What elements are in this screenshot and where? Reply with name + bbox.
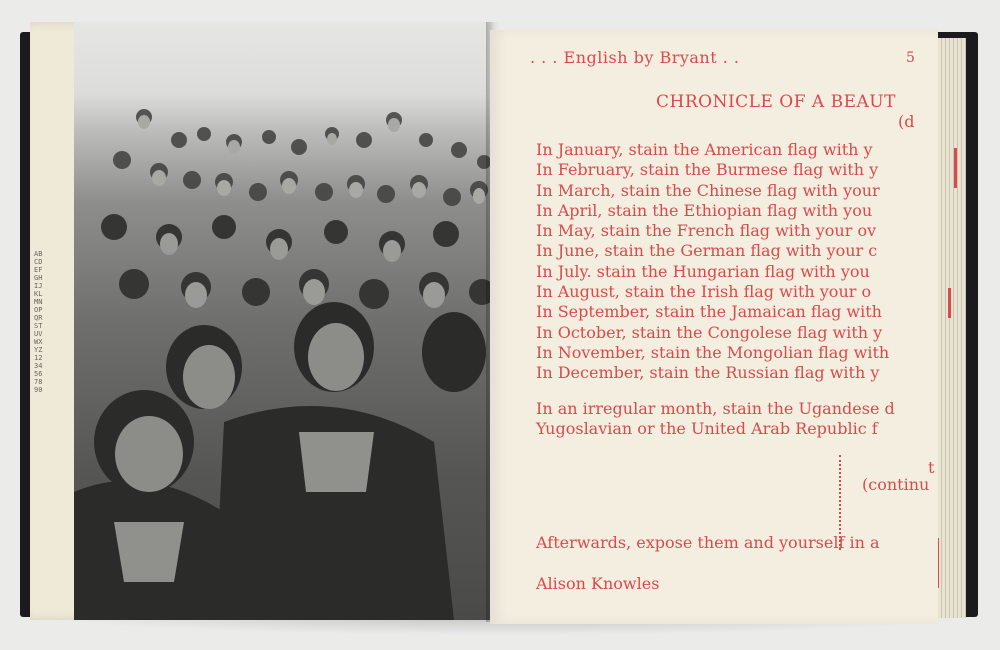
month-line: In December, stain the Russian flag with y [536,363,880,383]
irregular-line: Yugoslavian or the United Arab Republic f [536,419,878,439]
left-page [30,22,492,620]
month-line: In June, stain the German flag with your c [536,241,878,261]
month-line: In February, stain the Burmese flag with y [536,160,879,180]
stray-letter: t [928,458,935,477]
month-line: In September, stain the Jamaican flag with [536,302,882,322]
page-edge-tab [954,148,957,188]
month-line: In April, stain the Ethiopian flag with you [536,200,873,220]
irregular-line: In an irregular month, stain the Ugandese d [536,399,895,418]
month-line: In March, stain the Chinese flag with your [536,180,880,200]
continued-note: (continu [862,475,930,494]
crowd-illustration [74,22,492,620]
month-line: In October, stain the Congolese flag with y [536,322,883,342]
poem-title: CHRONICLE OF A BEAUT [656,92,896,112]
poem-subtitle: (d [898,112,915,131]
crowd-photograph [74,22,492,620]
month-line: In July. stain the Hungarian flag with you [536,261,870,281]
afterwards-line: Afterwards, expose them and yourself in a [536,533,880,552]
author-name: Alison Knowles [536,574,660,593]
month-stanza [536,140,889,384]
margin-index-strip: ABCDEFGHIJKLMNOPQRSTUVWXYZ1234567890 [34,250,43,394]
page-number-mark: 5 [906,50,915,66]
right-page [490,30,938,624]
month-line: In November, stain the Mongolian flag with [536,342,890,362]
month-line: In May, stain the French flag with your ov [536,221,877,241]
month-line: In August, stain the Irish flag with your o [536,282,872,302]
irregular-month-stanza [536,399,895,440]
page-edge-tab [948,288,951,318]
page-header: . . . English by Bryant . . [530,48,740,67]
month-line: In January, stain the American flag with y [536,140,873,159]
